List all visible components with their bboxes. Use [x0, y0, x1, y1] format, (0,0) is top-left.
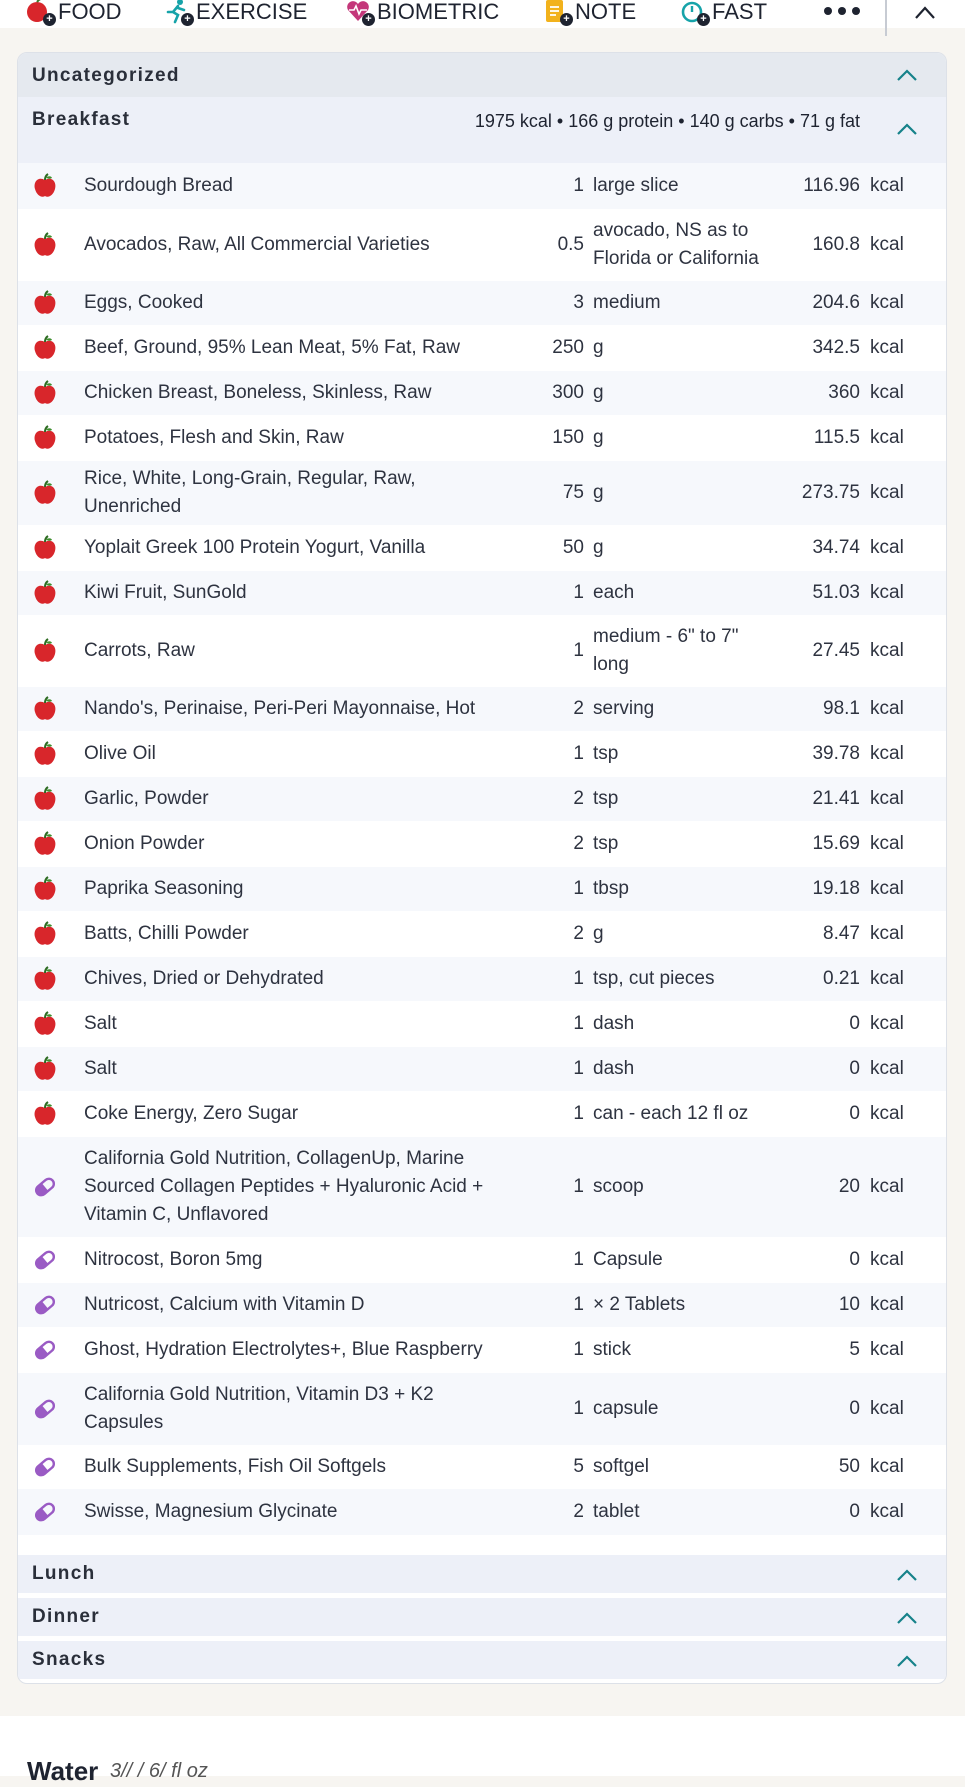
food-log-row[interactable]: [18, 957, 946, 1001]
serving-unit: avocado, NS as to Florida or California: [593, 220, 759, 269]
food-log-row[interactable]: [18, 281, 946, 325]
apple-icon: [32, 1011, 58, 1037]
apple-add-icon: +: [26, 0, 54, 24]
apple-icon: [32, 831, 58, 857]
serving-quantity: 1: [573, 743, 584, 764]
serving-unit: medium: [593, 292, 661, 313]
calorie-unit: kcal: [870, 923, 904, 944]
serving-unit: dash: [593, 1058, 635, 1079]
biometric-label: BIOMETRIC: [377, 0, 500, 24]
serving-quantity: 1: [573, 1176, 584, 1197]
apple-icon: [32, 1101, 58, 1127]
chevron-up-icon[interactable]: [896, 68, 918, 82]
food-name: Bulk Supplements, Fish Oil Softgels: [84, 1456, 387, 1477]
serving-quantity: 1: [573, 175, 584, 196]
calorie-value: 50: [838, 1456, 860, 1477]
serving-unit: × 2 Tablets: [593, 1294, 686, 1315]
apple-icon: [32, 638, 58, 664]
meal-header-dinner[interactable]: [18, 1598, 946, 1636]
serving-unit: can - each 12 fl oz: [593, 1103, 749, 1124]
food-log-row[interactable]: [18, 911, 946, 957]
serving-unit: stick: [593, 1339, 631, 1360]
food-log-row[interactable]: [18, 1327, 946, 1373]
calorie-unit: kcal: [870, 1058, 904, 1079]
chevron-up-icon[interactable]: [896, 1611, 918, 1625]
serving-unit: g: [593, 923, 604, 944]
serving-unit: g: [593, 382, 604, 403]
meal-summary: 1975 kcal • 166 g protein • 140 g carbs • 71 g fat: [474, 111, 860, 131]
meal-header-snacks[interactable]: [18, 1641, 946, 1679]
meal-header-breakfast[interactable]: [18, 97, 946, 163]
add-fast-button[interactable]: [680, 0, 767, 24]
pill-icon: [32, 1454, 58, 1480]
calorie-unit: kcal: [870, 175, 904, 196]
food-log-row[interactable]: [18, 1047, 946, 1091]
food-name: Batts, Chilli Powder: [84, 923, 249, 944]
calorie-value: 0: [849, 1103, 860, 1124]
food-log-row[interactable]: [18, 461, 946, 525]
serving-unit: tablet: [593, 1501, 640, 1522]
calorie-value: 21.41: [812, 788, 860, 809]
food-log-row[interactable]: [18, 1283, 946, 1327]
food-log-row[interactable]: [18, 615, 946, 687]
food-name: Garlic, Powder: [84, 788, 209, 809]
water-title: Water: [27, 1756, 99, 1786]
serving-unit: g: [593, 427, 604, 448]
food-name: Carrots, Raw: [84, 640, 195, 661]
calorie-unit: kcal: [870, 234, 904, 255]
apple-icon: [32, 696, 58, 722]
serving-quantity: 1: [573, 1249, 584, 1270]
calorie-value: 273.75: [801, 482, 860, 503]
calorie-unit: kcal: [870, 292, 904, 313]
calorie-value: 15.69: [812, 833, 860, 854]
serving-unit: tsp: [593, 833, 619, 854]
calorie-value: 115.5: [813, 427, 860, 448]
serving-unit: serving: [593, 698, 655, 719]
calorie-unit: kcal: [870, 833, 904, 854]
category-header[interactable]: [18, 53, 946, 97]
apple-icon: [32, 290, 58, 316]
calorie-unit: kcal: [870, 582, 904, 603]
calorie-value: 8.47: [823, 923, 860, 944]
food-name: Yoplait Greek 100 Protein Yogurt, Vanilla: [84, 537, 426, 558]
apple-icon: [32, 425, 58, 451]
chevron-up-icon[interactable]: [896, 1568, 918, 1582]
food-label: FOOD: [58, 0, 122, 24]
calorie-unit: kcal: [870, 337, 904, 358]
apple-icon: [32, 335, 58, 361]
food-log-row[interactable]: [18, 731, 946, 777]
chevron-up-icon[interactable]: [896, 122, 918, 136]
add-biometric-button[interactable]: [345, 0, 499, 24]
chevron-up-icon: [913, 2, 937, 22]
apple-icon: [32, 232, 58, 258]
food-name: Onion Powder: [84, 833, 205, 854]
apple-icon: [32, 1056, 58, 1082]
serving-quantity: 75: [562, 482, 584, 503]
calorie-value: 10: [838, 1294, 860, 1315]
food-name: Sourdough Bread: [84, 175, 233, 196]
food-log-row[interactable]: [18, 325, 946, 371]
serving-unit: dash: [593, 1013, 635, 1034]
pill-icon: [32, 1292, 58, 1318]
stopwatch-add-icon: +: [680, 0, 708, 24]
food-name: Salt: [84, 1013, 117, 1034]
calorie-value: 5: [849, 1339, 860, 1360]
calorie-value: 20: [838, 1176, 860, 1197]
note-label: NOTE: [575, 0, 637, 24]
calorie-value: 0: [849, 1013, 860, 1034]
calorie-value: 116.96: [803, 175, 860, 196]
serving-unit: Capsule: [593, 1249, 663, 1270]
serving-unit: g: [593, 337, 604, 358]
calorie-value: 34.74: [812, 537, 860, 558]
exercise-label: EXERCISE: [196, 0, 308, 24]
calorie-value: 98.1: [823, 698, 860, 719]
food-log-row[interactable]: [18, 415, 946, 461]
food-name: Nando's, Perinaise, Peri-Peri Mayonnaise, Hot: [84, 698, 476, 719]
food-name: Avocados, Raw, All Commercial Varieties: [84, 234, 430, 255]
serving-unit: medium - 6" to 7" long: [593, 626, 739, 675]
food-log-row[interactable]: [18, 571, 946, 615]
food-name: Rice, White, Long-Grain, Regular, Raw, Unenriched: [84, 468, 416, 517]
calorie-value: 0: [849, 1501, 860, 1522]
calorie-unit: kcal: [870, 382, 904, 403]
calorie-value: 0: [849, 1249, 860, 1270]
calorie-unit: kcal: [870, 640, 904, 661]
water-value: 3// / 6/ fl oz: [110, 1760, 208, 1782]
food-name: California Gold Nutrition, Vitamin D3 + K2 Capsules: [84, 1384, 434, 1433]
calorie-unit: kcal: [870, 1294, 904, 1315]
calorie-unit: kcal: [870, 1103, 904, 1124]
serving-quantity: 0.5: [557, 234, 584, 255]
meal-header-lunch[interactable]: [18, 1555, 946, 1593]
food-log-row[interactable]: [18, 821, 946, 867]
food-name: Nitrocost, Boron 5mg: [84, 1249, 263, 1270]
food-name: Beef, Ground, 95% Lean Meat, 5% Fat, Raw: [84, 337, 460, 358]
food-log-row[interactable]: [18, 371, 946, 415]
serving-quantity: 1: [573, 878, 584, 899]
calorie-unit: kcal: [870, 788, 904, 809]
serving-unit: softgel: [593, 1456, 649, 1477]
serving-quantity: 1: [573, 1294, 584, 1315]
category-label: Uncategorized: [32, 65, 180, 86]
food-log-row[interactable]: [18, 1237, 946, 1283]
meal-label: Snacks: [32, 1649, 107, 1670]
food-name: Coke Energy, Zero Sugar: [84, 1103, 299, 1124]
meal-label: Dinner: [32, 1606, 100, 1627]
food-log-row[interactable]: [18, 163, 946, 209]
serving-unit: large slice: [593, 175, 679, 196]
serving-unit: tsp: [593, 743, 619, 764]
add-note-button[interactable]: [543, 0, 636, 24]
calorie-unit: kcal: [870, 968, 904, 989]
calorie-unit: kcal: [870, 1456, 904, 1477]
serving-quantity: 1: [573, 1103, 584, 1124]
serving-quantity: 50: [562, 537, 584, 558]
apple-icon: [32, 580, 58, 606]
food-log-panel: [17, 52, 947, 1684]
pill-icon: [32, 1396, 58, 1422]
food-name: Potatoes, Flesh and Skin, Raw: [84, 427, 344, 448]
calorie-unit: kcal: [870, 1013, 904, 1034]
calorie-value: 0.21: [823, 968, 860, 989]
pill-icon: [32, 1499, 58, 1525]
serving-unit: g: [593, 482, 604, 503]
calorie-value: 39.78: [812, 743, 860, 764]
serving-quantity: 1: [573, 640, 584, 661]
serving-unit: scoop: [593, 1176, 644, 1197]
apple-icon: [32, 480, 58, 506]
add-food-button[interactable]: [26, 0, 122, 24]
serving-quantity: 150: [552, 427, 584, 448]
toolbar-divider: [885, 0, 887, 36]
apple-icon: [32, 535, 58, 561]
calorie-value: 342.5: [812, 337, 860, 358]
serving-quantity: 1: [573, 968, 584, 989]
food-log-row[interactable]: [18, 867, 946, 911]
calorie-unit: kcal: [870, 1176, 904, 1197]
more-dots-icon: [822, 0, 862, 24]
food-log-row[interactable]: [18, 209, 946, 281]
chevron-up-icon[interactable]: [896, 1654, 918, 1668]
food-log-row[interactable]: [18, 687, 946, 731]
serving-unit: tsp: [593, 788, 619, 809]
calorie-value: 27.45: [812, 640, 860, 661]
apple-icon: [32, 876, 58, 902]
calorie-unit: kcal: [870, 743, 904, 764]
add-exercise-button[interactable]: [164, 0, 307, 24]
apple-icon: [32, 921, 58, 947]
meal-label: Breakfast: [32, 109, 131, 130]
serving-quantity: 1: [573, 1058, 584, 1079]
pill-icon: [32, 1174, 58, 1200]
food-name: Olive Oil: [84, 743, 156, 764]
serving-quantity: 2: [573, 833, 584, 854]
serving-quantity: 3: [573, 292, 584, 313]
food-name: Paprika Seasoning: [84, 878, 244, 899]
calorie-value: 0: [849, 1398, 860, 1419]
food-log-row[interactable]: [18, 1091, 946, 1137]
serving-quantity: 300: [552, 382, 584, 403]
apple-icon: [32, 173, 58, 199]
calorie-value: 360: [828, 382, 860, 403]
calorie-unit: kcal: [870, 427, 904, 448]
apple-icon: [32, 380, 58, 406]
calorie-unit: kcal: [870, 878, 904, 899]
food-log-row[interactable]: [18, 1137, 946, 1237]
heart-add-icon: +: [345, 0, 373, 24]
serving-unit: tbsp: [593, 878, 629, 899]
top-toolbar: [0, 0, 965, 28]
apple-icon: [32, 966, 58, 992]
food-name: Chives, Dried or Dehydrated: [84, 968, 324, 989]
calorie-unit: kcal: [870, 482, 904, 503]
food-name: California Gold Nutrition, CollagenUp, Marine Sourced Collagen Peptides + Hyaluronic Acid + Vitamin C, Unflavored: [84, 1148, 484, 1225]
food-name: Eggs, Cooked: [84, 292, 204, 313]
food-log-row[interactable]: [18, 777, 946, 821]
calorie-value: 0: [849, 1058, 860, 1079]
serving-unit: g: [593, 537, 604, 558]
food-log-row[interactable]: [18, 1373, 946, 1445]
runner-add-icon: +: [164, 0, 192, 24]
calorie-unit: kcal: [870, 698, 904, 719]
food-name: Salt: [84, 1058, 117, 1079]
food-name: Swisse, Magnesium Glycinate: [84, 1501, 338, 1522]
serving-quantity: 2: [573, 698, 584, 719]
calorie-value: 19.18: [812, 878, 860, 899]
calorie-unit: kcal: [870, 537, 904, 558]
serving-quantity: 1: [573, 1013, 584, 1034]
serving-quantity: 1: [573, 1339, 584, 1360]
apple-icon: [32, 786, 58, 812]
pill-icon: [32, 1337, 58, 1363]
more-button[interactable]: [822, 0, 862, 24]
calorie-value: 204.6: [812, 292, 860, 313]
food-name: Kiwi Fruit, SunGold: [84, 582, 247, 603]
serving-quantity: 5: [573, 1456, 584, 1477]
water-card: [0, 1716, 965, 1786]
serving-unit: tsp, cut pieces: [593, 968, 715, 989]
food-name: Chicken Breast, Boneless, Skinless, Raw: [84, 382, 432, 403]
food-log-row[interactable]: [18, 1489, 946, 1535]
calorie-value: 51.03: [812, 582, 860, 603]
apple-icon: [32, 741, 58, 767]
calorie-unit: kcal: [870, 1339, 904, 1360]
serving-quantity: 250: [552, 337, 584, 358]
meal-label: Lunch: [32, 1563, 96, 1584]
food-name: Nutricost, Calcium with Vitamin D: [84, 1294, 365, 1315]
serving-quantity: 1: [573, 582, 584, 603]
calorie-value: 160.8: [812, 234, 860, 255]
serving-unit: capsule: [593, 1398, 659, 1419]
food-log-row[interactable]: [18, 1001, 946, 1047]
fast-label: FAST: [712, 0, 768, 24]
note-add-icon: +: [543, 0, 571, 24]
food-log-row[interactable]: [18, 525, 946, 571]
serving-quantity: 2: [573, 923, 584, 944]
calorie-unit: kcal: [870, 1398, 904, 1419]
serving-quantity: 1: [573, 1398, 584, 1419]
pill-icon: [32, 1247, 58, 1273]
serving-unit: each: [593, 582, 635, 603]
food-name: Ghost, Hydration Electrolytes+, Blue Raspberry: [84, 1339, 483, 1360]
collapse-toolbar-button[interactable]: [913, 0, 937, 24]
serving-quantity: 2: [573, 1501, 584, 1522]
food-log-row[interactable]: [18, 1445, 946, 1489]
serving-quantity: 2: [573, 788, 584, 809]
calorie-unit: kcal: [870, 1249, 904, 1270]
calorie-unit: kcal: [870, 1501, 904, 1522]
